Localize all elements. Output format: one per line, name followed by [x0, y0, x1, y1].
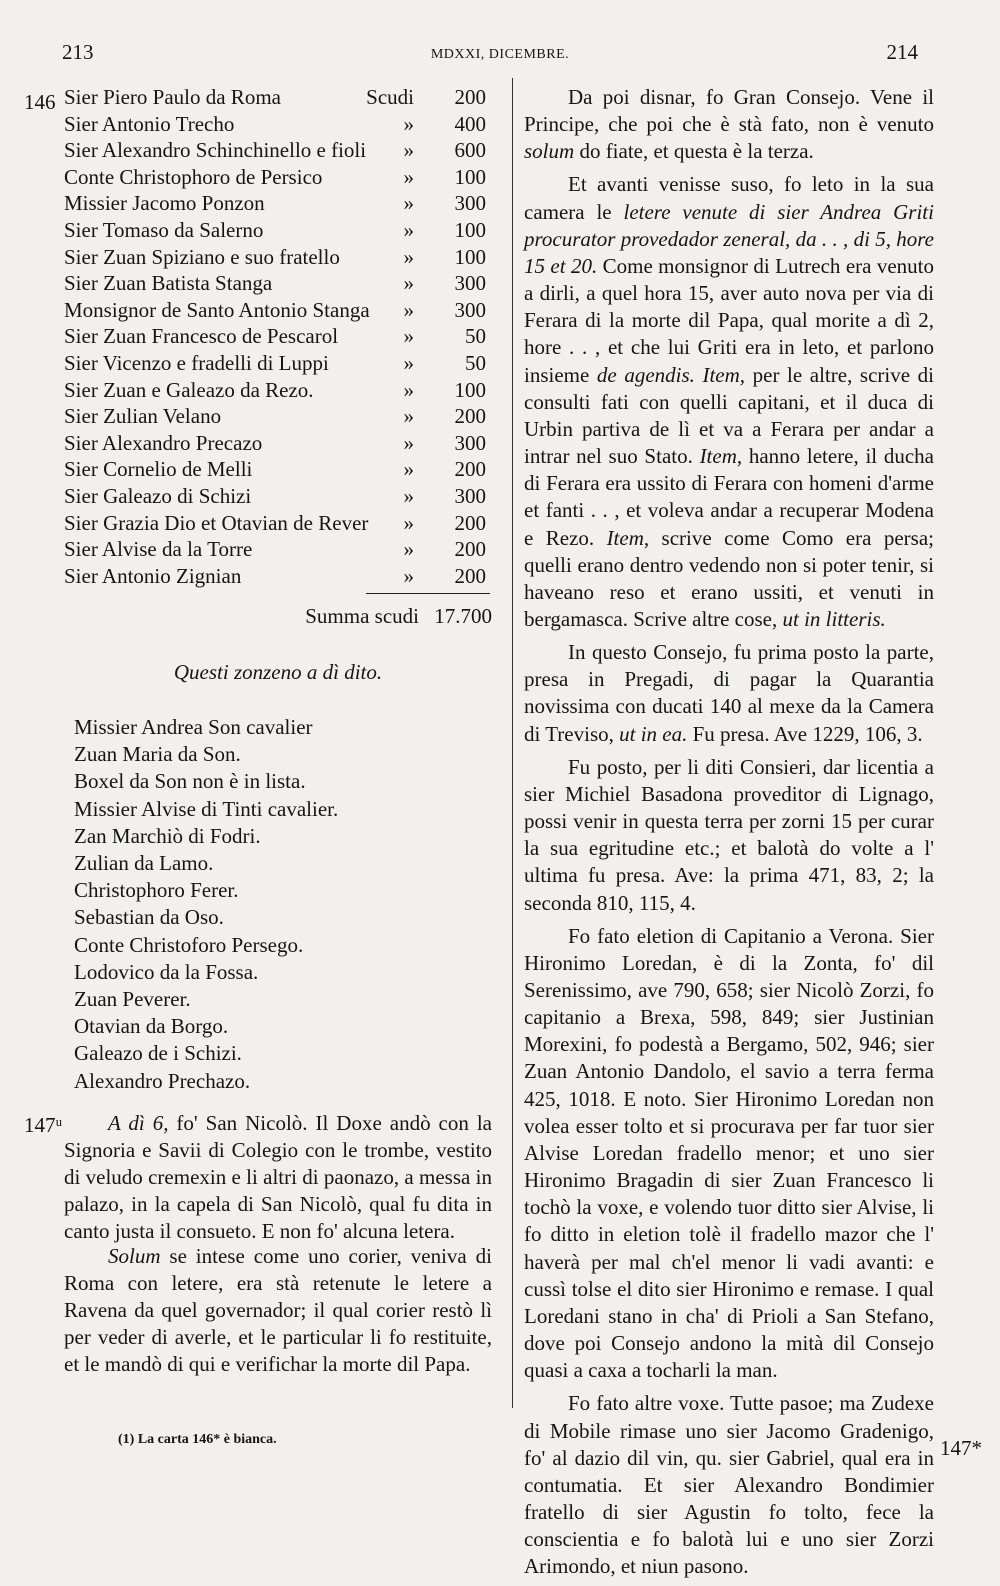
text-segment: Da poi disnar, fo Gran Consejo. Vene il Principe, che poi che è stà fato, non è venuto [524, 85, 934, 137]
contribution-amount: 300 [454, 483, 486, 508]
name-entry: Lodovico da la Fossa. [74, 959, 259, 984]
currency-unit: Scudi [366, 85, 414, 109]
contribution-amount: 300 [454, 271, 486, 296]
contribution-amount: 200 [454, 457, 486, 482]
name-entry: Zuan Maria da Son. [74, 742, 241, 767]
contribution-row [64, 323, 492, 350]
ditto-mark: » [403, 297, 414, 322]
contributor-name: Sier Zuan Batista Stanga [64, 271, 273, 296]
contributor-name: Sier Alexandro Schinchinello e fioli [64, 138, 367, 163]
text-segment: Fu presa. Ave 1229, 106, 3. [687, 721, 923, 746]
contribution-amount: 100 [454, 164, 486, 189]
contributor-name: Sier Alvise da la Torre [64, 537, 253, 562]
right-paragraph [524, 923, 934, 1385]
para2-italic: Solum [108, 1244, 161, 1268]
para1-italic: A dì 6, [108, 1111, 169, 1135]
text-segment: Item, [699, 444, 743, 469]
contribution-row [64, 111, 492, 138]
ditto-mark: » [403, 138, 414, 163]
contribution-amount: 200 [454, 537, 486, 562]
name-entry: Zuan Peverer. [74, 987, 191, 1012]
contribution-row [64, 84, 492, 111]
total-row [64, 604, 492, 629]
text-segment: de agendis. Item, [596, 362, 746, 387]
contribution-amount: 300 [454, 430, 486, 455]
ditto-mark: » [403, 244, 414, 269]
contributor-name: Sier Alexandro Precazo [64, 430, 263, 455]
contributor-name: Sier Piero Paulo da Roma [64, 85, 281, 109]
contribution-amount: 100 [454, 377, 486, 402]
names-list [74, 714, 338, 1095]
contributor-name: Monsignor de Santo Antonio Stanga [64, 297, 370, 322]
ditto-mark: » [403, 350, 414, 375]
ditto-mark: » [403, 537, 414, 562]
name-entry: Sebastian da Oso. [74, 905, 224, 930]
text-segment: Et avanti venisse suso, fo leto in la sua camera le [524, 172, 934, 224]
contribution-amount: 100 [454, 244, 486, 269]
margin-note-146: 146 [24, 90, 56, 114]
paragraph-solum [64, 1243, 492, 1378]
ditto-mark: » [403, 563, 414, 588]
sum-rule [366, 593, 490, 594]
paragraph-a-di-6 [64, 1110, 492, 1245]
ditto-mark: » [403, 457, 414, 482]
ditto-mark: » [403, 111, 414, 136]
total-value: 17.700 [434, 604, 492, 628]
name-entry: Conte Christoforo Persego. [74, 932, 304, 957]
ditto-mark: » [403, 404, 414, 429]
name-entry: Otavian da Borgo. [74, 1014, 229, 1039]
contribution-amount: 300 [454, 297, 486, 322]
contributor-name: Sier Cornelio de Melli [64, 457, 253, 482]
name-entry: Boxel da Son non è in lista. [74, 769, 306, 794]
text-segment: letere venute di sier Andrea Griti procurator provedador zeneral, da . . , di 5, hore 15 et 20. [524, 199, 934, 278]
contribution-amount: 200 [454, 510, 486, 535]
contributions-list [64, 84, 492, 589]
contributor-name: Sier Zuan e Galeazo da Rezo. [64, 377, 314, 402]
contributor-name: Sier Galeazo di Schizi [64, 483, 252, 508]
page-number-right: 214 [886, 40, 918, 64]
right-paragraph [524, 1390, 934, 1580]
contributor-name: Sier Zuan Francesco de Pescarol [64, 324, 339, 349]
ditto-mark: » [403, 217, 414, 242]
text-segment: Fu posto, per li diti Consieri, dar licentia a sier Michiel Basadona proveditor di Lignago, possi venir in questa terra per zorni 15 per curar la sua egritudine etc.; et balotà do volte a l' ultima fu presa. Ave: la prima 471, 83, 2; la seconda 810, 115, 4. [524, 754, 934, 915]
contribution-row [64, 377, 492, 404]
text-segment: ut in ea. [619, 721, 688, 746]
contributor-name: Sier Grazia Dio et Otavian de Rever [64, 510, 369, 535]
ditto-mark: » [403, 191, 414, 216]
footnote: (1) La carta 146* è bianca. [118, 1432, 277, 1447]
contribution-row [64, 137, 492, 164]
contribution-row [64, 297, 492, 324]
right-paragraph [524, 171, 934, 633]
contribution-amount: 100 [454, 217, 486, 242]
name-entry: Missier Andrea Son cavalier [74, 715, 313, 739]
text-segment: scrive come Como era persa; quelli erano dentro vedendo non si poter tenir, si haveano reso et erano ussiti, et venuti in bergamasca. Scrive altre cose, [524, 525, 934, 631]
contributor-name: Conte Christophoro de Persico [64, 164, 323, 189]
name-entry: Zan Marchiò di Fodri. [74, 823, 261, 848]
contribution-row [64, 456, 492, 483]
contributor-name: Sier Vicenzo e fradelli di Luppi [64, 350, 329, 375]
contributor-name: Sier Zulian Velano [64, 404, 222, 429]
text-segment: In questo Consejo, fu prima posto la parte, presa in Pregadi, di pagar la Quarantia novissima con ducati 140 al mexe da la Camera di Treviso, [524, 640, 934, 746]
contribution-row [64, 536, 492, 563]
ditto-mark: » [403, 324, 414, 349]
contribution-row [64, 350, 492, 377]
ditto-mark: » [403, 483, 414, 508]
ditto-mark: » [403, 510, 414, 535]
right-paragraph [524, 754, 934, 917]
contributor-name: Sier Antonio Trecho [64, 111, 235, 136]
contributor-name: Sier Zuan Spiziano e suo fratello [64, 244, 340, 269]
text-segment: Item, [606, 525, 650, 550]
contribution-row [64, 430, 492, 457]
running-title: MDXXI, DICEMBRE. [430, 47, 570, 62]
ditto-mark: » [403, 164, 414, 189]
margin-note-147v: 147ᵘ [24, 1113, 63, 1137]
margin-note-147r: 147* [940, 1436, 982, 1460]
right-paragraph [524, 84, 934, 165]
contribution-amount: 400 [454, 111, 486, 136]
text-segment: do fiate, et questa è la terza. [574, 139, 814, 164]
ditto-mark: » [403, 271, 414, 296]
contribution-row [64, 270, 492, 297]
contribution-row [64, 244, 492, 271]
right-paragraph [524, 639, 934, 748]
contribution-row [64, 403, 492, 430]
contribution-row [64, 510, 492, 537]
text-segment: ut in litteris. [782, 606, 886, 631]
name-entry: Missier Alvise di Tinti cavalier. [74, 796, 339, 821]
text-segment: Fo fato eletion di Capitanio a Verona. Sier Hironimo Loredan, è di la Zonta, fo' dil Serenissimo, ave 790, 658; sier Nicolò Zorzi, fo capitanio a Brexa, 598, 849; sier Justinian Morexini, fo podestà a Bergamo, 502, 946; sier Zuan Antonio Dandolo, el savio a terra ferma 425, 1018. E noto. Sier Hironimo Loredan non volea esser tolto et si procurava per far tuor sier Alvise Loredan fradello menor; et uno sier Hironimo Bragadin di sier Zuan Francesco li tochò la voxe, e volendo tuor ditto sier Alvise, li fo ditto in eletion tolè il fradello mazor che l' haverà per mal ch'el menor li vadi avanti: e cussì tolse el dito sier Hironimo e remase. I qual Loredani stano in cha' di Prioli a San Stefano, dove poi Consejo andono la mità dil Consejo quasi a caxa a tocharli la man. [524, 923, 934, 1383]
contribution-row [64, 190, 492, 217]
contribution-row [64, 483, 492, 510]
contributor-name: Sier Tomaso da Salerno [64, 217, 264, 242]
text-segment: per le altre, scrive di consulti fati con quelli capitani, et il duca di Urbin partiva de lì et va a Ferara per andar a intrar nel suo Stato. [524, 362, 934, 469]
name-entry: Zulian da Lamo. [74, 851, 214, 876]
para2-text: se intese come uno corier, veniva di Roma con letere, era stà retenute le letere a Ravena da quel governador; il qual corier restò lì per veder di averle, et le particular li fo restituite, et le mandò di qui e verifichar la morte dil Papa. [64, 1244, 492, 1376]
name-entry: Galeazo de i Schizi. [74, 1041, 242, 1066]
contribution-amount: 300 [454, 191, 486, 216]
page-number-left: 213 [62, 40, 94, 64]
text-segment: hanno letere, il ducha di Ferara era ussito di Ferara con homeni d'arme et fanti . . , et voleva andar a recuperar Modena e Rezo. [524, 444, 934, 550]
contribution-amount: 600 [454, 138, 486, 163]
total-label: Summa scudi [305, 604, 419, 628]
contribution-amount: 200 [454, 563, 486, 588]
contribution-amount: 50 [465, 350, 486, 375]
contribution-row [64, 217, 492, 244]
contributor-name: Sier Antonio Zignian [64, 563, 242, 588]
column-divider [512, 78, 513, 1408]
contribution-row [64, 164, 492, 191]
text-segment: Come monsignor di Lutrech era venuto a dirli, a quel hora 15, aver auto nova per via di Ferara di la morte dil Papa, qual morite a dì 2, hore . . , et che lui Griti era in leto, et parlono insieme [524, 253, 934, 387]
right-column-text [524, 84, 934, 1586]
name-entry: Alexandro Prechazo. [74, 1068, 251, 1093]
ditto-mark: » [403, 430, 414, 455]
contributor-name: Missier Jacomo Ponzon [64, 191, 265, 216]
name-entry: Christophoro Ferer. [74, 878, 239, 903]
para1-text: fo' San Nicolò. Il Doxe andò con la Signoria e Savii di Colegio con le trombe, vestito di veludo cremexin e li altri di paonazo, a messa in palazo, in la capela di San Nicolò, qual fu dita in canto justa il consueto. E non fo' alcuna letera. [64, 1111, 492, 1243]
ditto-mark: » [403, 377, 414, 402]
contribution-amount: 200 [454, 404, 486, 429]
text-segment: solum [524, 139, 575, 164]
contribution-row [64, 563, 492, 590]
contribution-amount: 200 [454, 85, 486, 109]
text-segment: Fo fato altre voxe. Tutte pasoe; ma Zudexe di Mobile rimase uno sier Jacomo Gradenigo, fo' al dazio dil vin, qu. sier Gabriel, qual era in contumatia. Et sier Alexandro Bondimier fratello di sier Agustin fo tolto, fece la conscientia e fo balotà lui e uno sier Zorzi Arimondo, et niun pasono. [524, 1391, 934, 1579]
section-subtitle: Questi zonzeno a dì dito. [173, 660, 383, 684]
contribution-amount: 50 [465, 324, 486, 349]
